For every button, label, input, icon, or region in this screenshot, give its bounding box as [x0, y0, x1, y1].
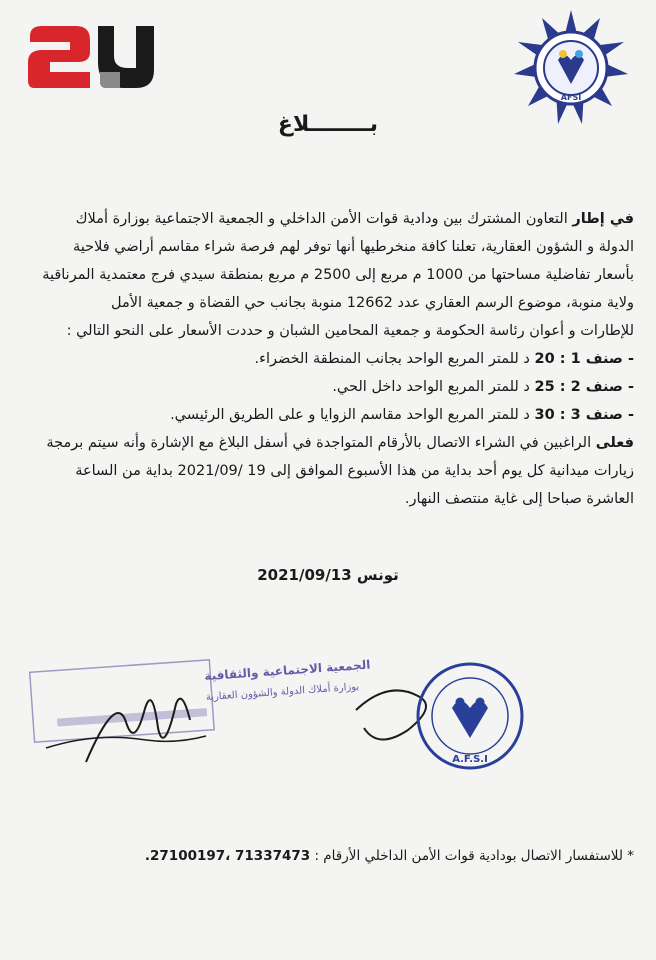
emblem-caption: AFSI [560, 93, 582, 102]
date-line: تونس 2021/09/13 [257, 566, 399, 584]
stamp-right-caption: A.F.S.I [452, 754, 488, 765]
stamp-left-line: بوزارة أملاك الدولة والشؤون العقارية [205, 681, 360, 704]
price-label: - صنف 1 : 20 [534, 351, 634, 367]
price-item: - صنف 1 : 20 د للمتر المربع الواحد بجانب المنطقة الخضراء. [254, 351, 634, 367]
price-label: - صنف 3 : 30 [534, 407, 634, 423]
closing-line: العاشرة صباحا إلى غاية منتصف النهار. [404, 491, 634, 507]
closing-line: فعلى الراغبين في الشراء الاتصال بالأرقام المتواجدة في أسفل البلاغ مع الإشارة وأنه سيتم برمجة [46, 435, 634, 451]
intro-paragraph [30, 205, 634, 345]
intro-line: ولاية منوبة، موضوع الرسم العقاري عدد 12662 منوبة بجانب حي القضاة و جمعية الأمل [111, 295, 634, 311]
intro-lead: في إطار [572, 211, 634, 227]
afsi-round-stamp-icon [348, 650, 538, 782]
intro-line: الدولة و الشؤون العقارية، تعلنا كافة منخرطيها أنها توفر لهم فرصة شراء مقاسم أراضي فلاحية [72, 239, 634, 255]
stamp-left-line: الجمعية الاجتماعية والثقافية [203, 657, 371, 684]
price-label: - صنف 2 : 25 [534, 379, 634, 395]
closing-line: زيارات ميدانية كل يوم أحد بداية من هذا الأسبوع الموافق إلى 19 /2021/09 بداية من الساعة [75, 463, 634, 479]
price-item: - صنف 2 : 25 د للمتر المربع الواحد داخل الحي. [332, 379, 634, 395]
footer-phones: 71337473 ،27100197. [144, 848, 311, 864]
footer-label: * للاستفسار الاتصال بودادية قوات الأمن الداخلي الأرقام : [310, 848, 634, 864]
star-badge-emblem-icon [512, 8, 630, 126]
channel-logo-icon [24, 22, 160, 96]
contact-footer [140, 848, 634, 864]
association-stamp-icon [26, 652, 371, 770]
closing-paragraph [30, 429, 634, 513]
intro-line: في إطار التعاون المشترك بين ودادية قوات الأمن الداخلي و الجمعية الاجتماعية بوزارة أملاك [75, 211, 634, 227]
price-item: - صنف 3 : 30 د للمتر المربع الواحد مقاسم الزوايا و على الطريق الرئيسي. [170, 407, 634, 423]
intro-line: للإطارات و أعوان رئاسة الحكومة و جمعية المحامين الشبان و حددت الأسعار على النحو التالي : [66, 323, 634, 339]
intro-line: بأسعار تفاضلية مساحتها من 1000 م مربع إلى 2500 م مربع بمنطقة سيدي فرج معتمدية المرناقية [42, 267, 634, 283]
closing-lead: فعلى [595, 435, 634, 451]
document-title: بــــــــلاغ [277, 112, 379, 137]
price-list [30, 345, 634, 429]
announcement-body [30, 205, 634, 513]
